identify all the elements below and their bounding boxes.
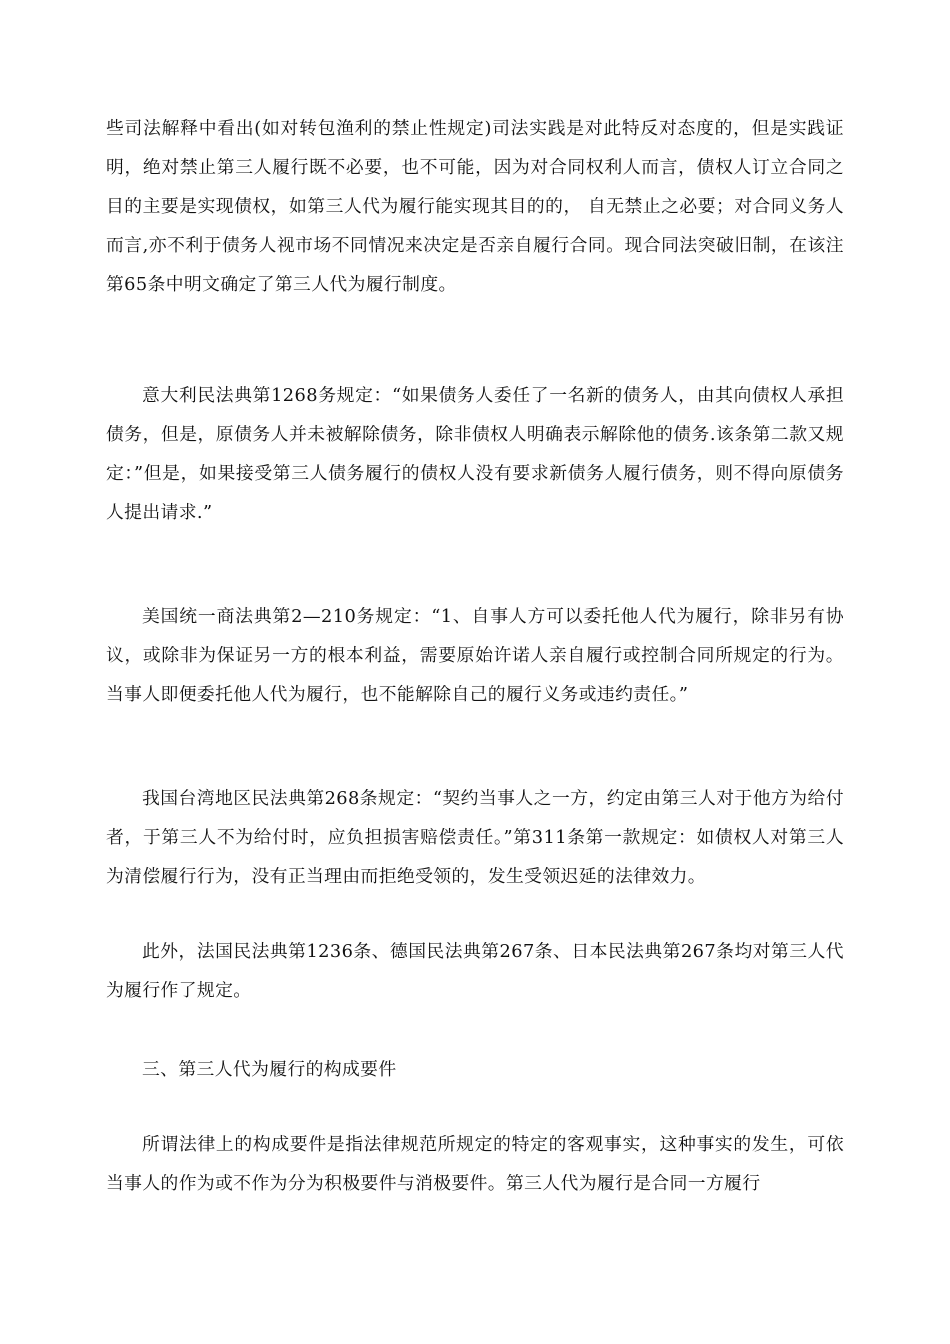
paragraph-constituent-elements: 所谓法律上的构成要件是指法律规范所规定的特定的客观事实，这种事实的发生，可依当事人的作为或不作为分为积极要件与消极要件。第三人代为履行是合同一方履行 [106,1134,844,1194]
paragraph-italian-civil-code: 意大利民法典第1268务规定：“如果债务人委任了一名新的债务人，由其向债权人承担债务，但是，原债务人并未被解除债务，除非债权人明确表示解除他的债务.该条第二款又规定：”但是，如果接受第三人债务履行的债权人没有要求新债务人履行债务，则不得向原债务人提出请求.” [106,385,844,523]
paragraph-taiwan-civil-code: 我国台湾地区民法典第268条规定：“契约当事人之一方，约定由第三人对于他方为给付者，于第三人不为给付时，应负担损害赔偿责任。”第311条第一款规定：如债权人对第三人为清偿履行行为，没有正当理由而拒绝受领的，发生受领迟延的法律效力。 [106,788,844,887]
paragraph-judicial-practice: 些司法解释中看出(如对转包渔利的禁止性规定)司法实践是对此特反对态度的，但是实践证明，绝对禁止第三人履行既不必要，也不可能，因为对合同权利人而言，债权人订立合同之目的主要是实现债权，如第三人代为履行能实现其目的的， 自无禁止之必要；对合同义务人而言,亦不利于债务人视市场不同情况来决定是否亲自履行合同。现合同法突破旧制，在该注第65条中明文确定了第三人代为履行制度。 [106,118,844,295]
paragraph-other-civil-codes: 此外，法国民法典第1236条、德国民法典第267条、日本民法典第267条均对第三人代为履行作了规定。 [106,941,844,1001]
section-heading: 三、第三人代为履行的构成要件 [142,1059,397,1080]
paragraph-us-commercial-code: 美国统一商法典第2—210务规定：“1、自事人方可以委托他人代为履行，除非另有协议，或除非为保证另一方的根本利益，需要原始许诺人亲自履行或控制合同所规定的行为。当事人即便委托他人代为履行，也不能解除自己的履行义务或违约责任。” [106,606,844,705]
